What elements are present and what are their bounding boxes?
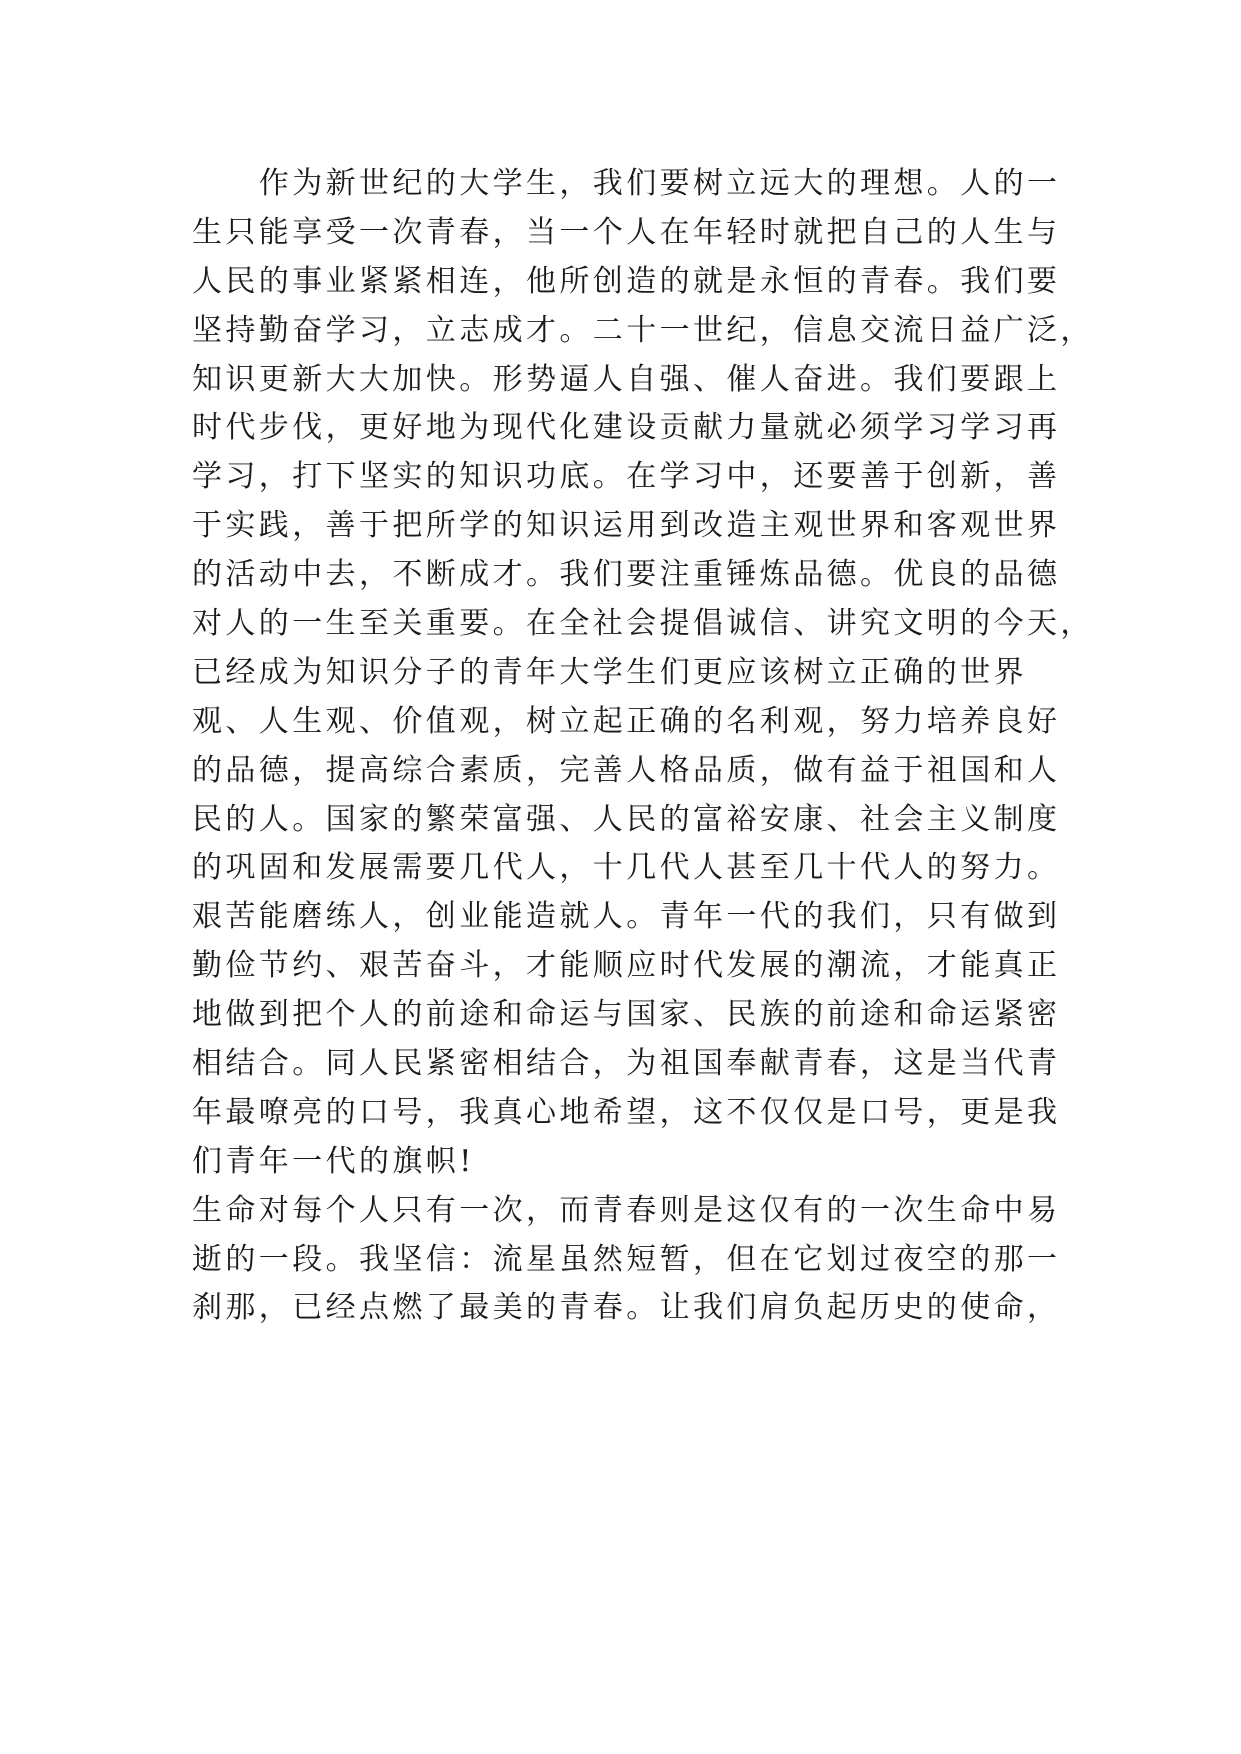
text-line: 已经成为知识分子的青年大学生们更应该树立正确的世界 <box>192 654 1027 690</box>
text-line: 们青年一代的旗帜! <box>192 1143 475 1179</box>
text-line: 学习，打下坚实的知识功底。在学习中，还要善于创新，善 <box>192 459 1061 495</box>
text-line: 人民的事业紧紧相连，他所创造的就是永恒的青春。我们要 <box>192 263 1061 299</box>
text-line: 坚持勤奋学习，立志成才。二十一世纪，信息交流日益广泛， <box>192 312 1094 348</box>
text-line: 时代步伐，更好地为现代化建设贡献力量就必须学习学习再 <box>192 410 1061 446</box>
text-line: 地做到把个人的前途和命运与国家、民族的前途和命运紧密 <box>192 997 1061 1033</box>
text-line: 于实践，善于把所学的知识运用到改造主观世界和客观世界 <box>192 508 1061 544</box>
text-line: 的活动中去，不断成才。我们要注重锤炼品德。优良的品德 <box>192 557 1061 593</box>
text-line: 艰苦能磨练人，创业能造就人。青年一代的我们，只有做到 <box>192 899 1061 935</box>
text-line: 生命对每个人只有一次，而青春则是这仅有的一次生命中易 <box>192 1192 1061 1228</box>
text-line: 生只能享受一次青春，当一个人在年轻时就把自己的人生与 <box>192 214 1061 250</box>
body-text <box>192 160 1094 1333</box>
text-line: 相结合。同人民紧密相结合，为祖国奉献青春，这是当代青 <box>192 1046 1061 1082</box>
text-line: 民的人。国家的繁荣富强、人民的富裕安康、社会主义制度 <box>192 801 1061 837</box>
text-line: 勤俭节约、艰苦奋斗，才能顺应时代发展的潮流，才能真正 <box>192 948 1061 984</box>
text-line: 逝的一段。我坚信：流星虽然短暂，但在它划过夜空的那一 <box>192 1241 1061 1277</box>
text-line: 的巩固和发展需要几代人，十几代人甚至几十代人的努力。 <box>192 850 1061 886</box>
text-line: 对人的一生至关重要。在全社会提倡诚信、讲究文明的今天， <box>192 606 1094 642</box>
text-line: 作为新世纪的大学生，我们要树立远大的理想。人的一 <box>192 166 1061 201</box>
text-line: 刹那，已经点燃了最美的青春。让我们肩负起历史的使命， <box>192 1290 1061 1326</box>
text-line: 知识更新大大加快。形势逼人自强、催人奋进。我们要跟上 <box>192 361 1061 397</box>
text-line: 观、人生观、价值观，树立起正确的名利观，努力培养良好 <box>192 703 1061 739</box>
text-line: 年最嘹亮的口号，我真心地希望，这不仅仅是口号，更是我 <box>192 1094 1061 1130</box>
text-line: 的品德，提高综合素质，完善人格品质，做有益于祖国和人 <box>192 752 1061 788</box>
